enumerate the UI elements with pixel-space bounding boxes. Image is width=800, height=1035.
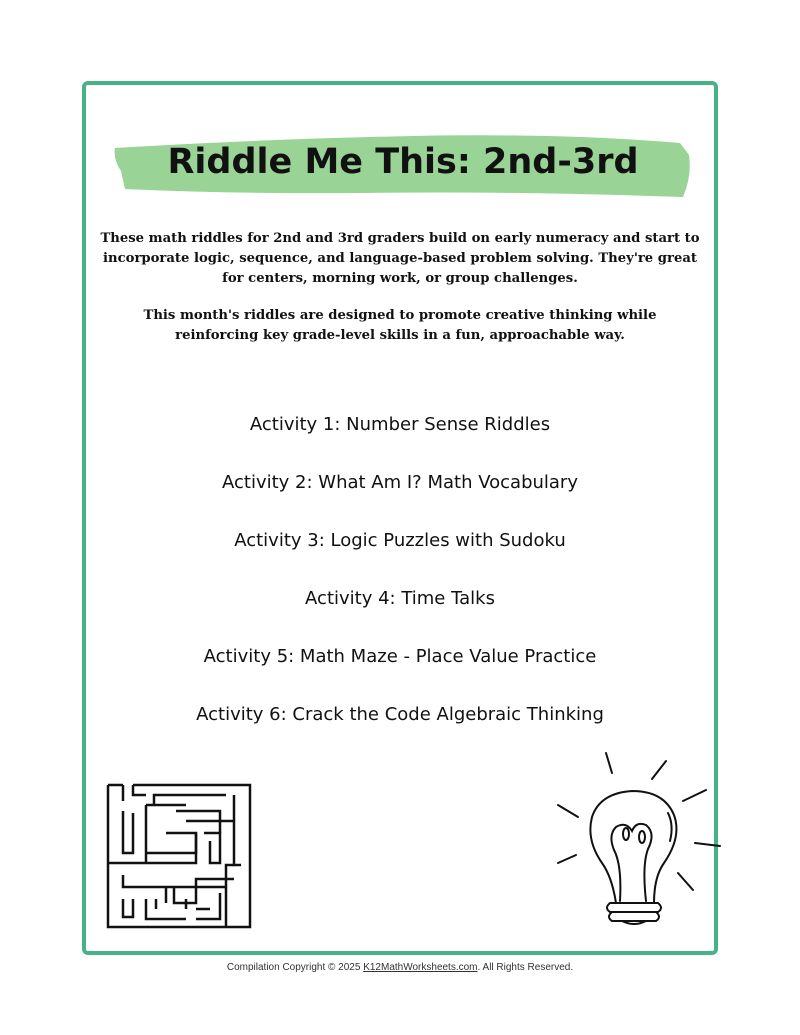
- activity-item: Activity 3: Logic Puzzles with Sudoku: [234, 530, 566, 551]
- activity-item: Activity 6: Crack the Code Algebraic Thinking: [196, 704, 604, 725]
- copyright-footer: [0, 962, 800, 973]
- activity-item: Activity 4: Time Talks: [305, 588, 495, 609]
- activity-item: Activity 5: Math Maze - Place Value Practice: [203, 646, 597, 667]
- activity-item: Activity 1: Number Sense Riddles: [249, 414, 551, 435]
- intro-text: [100, 229, 700, 363]
- maze-illustration: [106, 783, 252, 929]
- intro-paragraph-1: These math riddles for 2nd and 3rd graders build on early numeracy and start to incorporate logic, sequence, and language-based problem solving. They're great for centers, morning work, or group challenges.: [100, 231, 700, 286]
- page-title: Riddle Me This: 2nd-3rd: [167, 142, 639, 182]
- activity-list: [100, 410, 700, 758]
- activity-item: Activity 2: What Am I? Math Vocabulary: [222, 472, 578, 493]
- title-banner: [113, 131, 693, 199]
- rights-text: . All Rights Reserved.: [477, 962, 574, 973]
- lightbulb-illustration: [550, 745, 725, 925]
- intro-paragraph-2: This month's riddles are designed to promote creative thinking while reinforcing key grade-level skills in a fun, approachable way.: [143, 308, 657, 343]
- website-link[interactable]: K12MathWorksheets.com: [363, 962, 478, 973]
- copyright-text: Compilation Copyright © 2025: [226, 962, 364, 973]
